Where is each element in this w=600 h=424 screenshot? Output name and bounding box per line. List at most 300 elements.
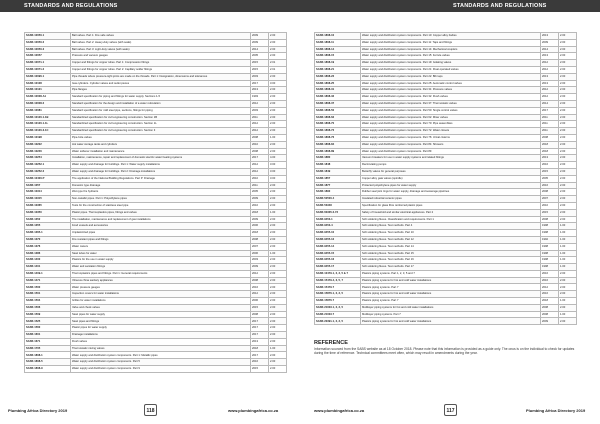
table-row <box>315 107 577 114</box>
table-row <box>315 196 577 203</box>
standard-code: SANS 1504 <box>25 298 71 305</box>
table-row <box>25 155 287 162</box>
table-row <box>25 175 287 182</box>
standard-description: Recirculating pumps <box>361 162 541 169</box>
table-row <box>25 80 287 87</box>
standard-description: Wet-type fire hydrants <box>71 189 251 196</box>
table-row <box>315 216 577 223</box>
standard-code: SANS 15876-1, 2, 3, 5 <box>315 291 361 298</box>
standard-year: 2010 <box>251 202 269 209</box>
table-row <box>25 39 287 46</box>
table-row <box>25 338 287 345</box>
standard-edition: 2.00 <box>559 277 577 284</box>
standard-edition: 2.00 <box>269 128 287 135</box>
standard-year: 2013 <box>541 80 559 87</box>
standard-year: 2005 <box>251 189 269 196</box>
standard-description: Multilayer piping systems for hot and cold water installations <box>361 304 541 311</box>
standard-description: Water supply and distribution system components. Part 31: Pressure valves <box>361 87 541 94</box>
table-row <box>315 250 577 257</box>
standard-edition: 2.00 <box>559 128 577 135</box>
table-row <box>25 202 287 209</box>
standard-code: SANS 1506 <box>25 304 71 311</box>
standard-edition: 2.00 <box>269 236 287 243</box>
standard-year: 2012 <box>251 270 269 277</box>
standard-year: 1998 <box>541 223 559 230</box>
standard-description: Vacuum breakers for use in water supply systems and related fittings <box>361 155 541 162</box>
reference-title: REFERENCE <box>314 340 348 346</box>
standard-edition: 2.00 <box>269 73 287 80</box>
standard-description: Standardized specification for civil engineering construction. Section 1B <box>71 114 251 121</box>
standard-edition: 2.00 <box>559 202 577 209</box>
standard-edition: 2.01 <box>269 60 287 67</box>
standard-edition: 2.00 <box>269 216 287 223</box>
standard-edition: 2.00 <box>559 53 577 60</box>
standard-year: 2009 <box>251 196 269 203</box>
table-row <box>315 270 577 277</box>
standard-edition: 2.00 <box>559 60 577 67</box>
table-row <box>315 73 577 80</box>
table-row <box>25 114 287 121</box>
standard-description: Plastics piping systems for hot and cold water installations <box>361 277 541 284</box>
standard-year: 2015 <box>251 66 269 73</box>
left-page-number: 118 <box>144 404 157 416</box>
standard-description: Water supply and distribution system components. Part 1: Metallic pipes <box>71 352 251 359</box>
standard-description: Copper and fittings for copper tubes. Part 1: Compression fittings <box>71 60 251 67</box>
standard-code: SANS 21003-1, 2, 3, 5 <box>315 304 361 311</box>
standard-description: Insulated industrial ceramic pipes <box>361 196 541 203</box>
standard-edition: 1.00 <box>269 134 287 141</box>
standard-year: 2012 <box>251 128 269 135</box>
left-footer-site: www.plumbingafrica.co.za <box>228 408 279 413</box>
standard-code: SANS 1880 <box>315 155 361 162</box>
standard-year: 2009 <box>541 318 559 325</box>
table-row <box>25 33 287 40</box>
standard-edition: 2.00 <box>269 107 287 114</box>
table-row <box>315 60 577 67</box>
standard-description: Water supply and distribution system components. Part 21: Float operated valves <box>361 66 541 73</box>
standard-description: Thermoplastics pipes and fittings. Part 1: General requirements <box>71 270 251 277</box>
standard-code: SANS 22391-1, 2, 3, 5 <box>315 318 361 325</box>
standard-edition: 2.00 <box>269 141 287 148</box>
standard-year: 2013 <box>251 338 269 345</box>
standard-code: SANS 10096-1 <box>25 73 71 80</box>
table-row <box>315 182 577 189</box>
standard-description: Domestic type drainage <box>71 182 251 189</box>
standard-code: SANS 1808-14 <box>315 46 361 53</box>
table-row <box>315 264 577 271</box>
standard-year: 2011 <box>541 128 559 135</box>
standard-code: SANS 10252-2 <box>25 168 71 175</box>
standard-code: SANS 9455-12 <box>315 236 361 243</box>
standard-edition: 2.00 <box>559 39 577 46</box>
standard-description: Rubber seal joint rings for water supply, drainage and sewerage pipelines <box>361 189 541 196</box>
standard-edition: 1.00 <box>559 257 577 264</box>
table-row <box>25 304 287 311</box>
standard-description: Pressure and vacuum gauges <box>71 53 251 60</box>
standard-code: SANS 15479-7 <box>315 284 361 291</box>
standard-year: 2006 <box>251 223 269 230</box>
standard-code: SANS 10479-1, 2, 3, 5 & 7 <box>315 270 361 277</box>
standard-year: 2007 <box>541 196 559 203</box>
standard-code: SANS 1057 <box>25 182 71 189</box>
standard-year: 2016 <box>251 284 269 291</box>
standard-edition: 1.00 <box>269 209 287 216</box>
standard-year: 2008 <box>541 134 559 141</box>
standard-year: 2011 <box>541 121 559 128</box>
table-row <box>315 66 577 73</box>
standard-code: SANS 10222 <box>25 141 71 148</box>
standard-code: SANS 10120-3-1C <box>25 128 71 135</box>
standard-year: 2010 <box>541 202 559 209</box>
standard-year: 2016 <box>251 359 269 366</box>
standard-edition: 1.00 <box>559 243 577 250</box>
table-row <box>315 134 577 141</box>
standard-year: 2017 <box>251 332 269 339</box>
standard-description: Vitreous china sanitary appliances <box>71 277 251 284</box>
standard-edition: 2.00 <box>269 202 287 209</box>
standard-description: Water supply and distribution system components. Part 11: Taps and fittings <box>361 39 541 46</box>
standard-edition: 1.00 <box>559 223 577 230</box>
standard-edition: 4.00 <box>269 155 287 162</box>
standard-edition: 1.00 <box>559 298 577 305</box>
table-row <box>315 318 577 325</box>
standard-year: 2003 <box>251 257 269 264</box>
standard-description: Water supply and distribution system components. Part 76: Urinal cisterns <box>361 134 541 141</box>
standard-description: Soft soldering fluxes. Test methods. Part 16 <box>361 257 541 264</box>
standard-code: SANS 1401 <box>25 264 71 271</box>
standard-edition: 2.00 <box>269 33 287 40</box>
standard-code: SANS 9455-17 <box>315 264 361 271</box>
standard-description: Steel pipes and fittings <box>71 318 251 325</box>
standard-year: 2012 <box>251 168 269 175</box>
standard-description: Water supply and distribution system components. Part 50: Single control valves <box>361 107 541 114</box>
standard-edition: 2.00 <box>269 230 287 237</box>
standard-year: 2003 <box>251 73 269 80</box>
table-row <box>25 196 287 203</box>
standard-code: SANS 1370 <box>25 236 71 243</box>
standard-code: SANS 10254 <box>25 155 71 162</box>
standard-edition: 2.00 <box>269 100 287 107</box>
table-row <box>315 304 577 311</box>
standard-description: Water supply and distribution system components. Part 10: Copper alloy bodies <box>361 33 541 40</box>
standard-edition: 2.00 <box>559 46 577 53</box>
standard-code: SANS 10314 <box>25 189 71 196</box>
table-row <box>315 39 577 46</box>
standard-description: Plastics piping systems. Part 7 <box>361 298 541 305</box>
standard-edition: 2.00 <box>559 148 577 155</box>
standard-code: SANS 10252-1 <box>25 162 71 169</box>
standard-code: SANS 9455-15 <box>315 250 361 257</box>
standard-code: SANS 1808-31 <box>315 87 361 94</box>
standard-year: 2017 <box>251 325 269 332</box>
table-row <box>25 87 287 94</box>
standard-edition: 2.00 <box>269 114 287 121</box>
standard-edition: 2.00 <box>559 94 577 101</box>
standard-code: SANS 10365 <box>25 202 71 209</box>
standard-year: 2008 <box>251 311 269 318</box>
standard-year: 2008 <box>251 277 269 284</box>
standard-code: SANS 1808-1 <box>25 352 71 359</box>
standard-year: 1998 <box>541 264 559 271</box>
standard-year: 2017 <box>251 318 269 325</box>
standard-year: 1998 <box>541 230 559 237</box>
standard-code: SANS 10108 <box>25 80 71 87</box>
standard-edition: 2.00 <box>269 39 287 46</box>
standard-description: Water meters <box>71 243 251 250</box>
standard-description: The application of the National Building Regulations. Part P: Drainage <box>71 175 251 182</box>
table-row <box>315 80 577 87</box>
standard-edition: 3.00 <box>269 162 287 169</box>
standard-description: Butterfly valves for general purposes <box>361 168 541 175</box>
standard-edition: 2.00 <box>269 223 287 230</box>
reference-text: Information sourced from the SABS website as at 18 October 2018. Please note that this information is provided as a guide only. The onus is on the individual to check for updates during the time of reference. Technical committees meet often, which may result in amendments during the year. <box>314 347 575 356</box>
standard-code: SANS 10121 <box>25 87 71 94</box>
standard-code: SANS 1857 <box>315 175 361 182</box>
standard-year: 2008 <box>251 236 269 243</box>
standard-edition: 2.00 <box>269 277 287 284</box>
table-row <box>25 223 287 230</box>
standard-edition: 1.00 <box>559 264 577 271</box>
standard-year: 2011 <box>541 114 559 121</box>
standard-edition: 1.00 <box>559 311 577 318</box>
standard-code: SANS 10008-A1 <box>25 94 71 101</box>
standard-edition: 2.00 <box>559 134 577 141</box>
table-row <box>315 87 577 94</box>
standard-code: SANS 15479-4, 3, 5, 7 <box>315 277 361 284</box>
standard-code: SANS 10120-1-1L <box>25 121 71 128</box>
standard-edition: 2.00 <box>269 359 287 366</box>
table-row <box>25 318 287 325</box>
standard-edition: 2.00 <box>269 366 287 373</box>
standard-description: Soft soldering fluxes. Test methods. Part 10 <box>361 230 541 237</box>
standard-code: SANS 10071-1 <box>25 60 71 67</box>
standard-year: 2009 <box>541 39 559 46</box>
standard-description: Water and sanitation fittings <box>71 264 251 271</box>
standard-year: 2015 <box>251 304 269 311</box>
standard-description: Water supply and distribution system components. Part 37: Thermostatic valves <box>361 100 541 107</box>
standard-year: 2013 <box>541 33 559 40</box>
table-row <box>25 66 287 73</box>
table-row <box>25 216 287 223</box>
table-row <box>315 100 577 107</box>
table-row <box>315 311 577 318</box>
standard-edition: 2.00 <box>559 216 577 223</box>
table-row <box>315 162 577 169</box>
standard-edition: 2.00 <box>559 189 577 196</box>
standard-description: Standardized specification for civil engineering construction. Section 1L <box>71 121 251 128</box>
standard-description: Soft soldering fluxes. Test methods. Part 17 <box>361 264 541 271</box>
standard-year: 2005 <box>251 53 269 60</box>
standard-code: SANS 10050-1 <box>25 33 71 40</box>
standard-edition: 3.00 <box>269 175 287 182</box>
standard-edition: 2.00 <box>559 100 577 107</box>
standard-year: 2009 <box>251 216 269 223</box>
standard-code: SANS 10050-3 <box>25 46 71 53</box>
standard-year: 2008 <box>541 311 559 318</box>
standard-description: Soft soldering fluxes. Test methods. Part 4 <box>361 223 541 230</box>
standard-description: Soft soldering fluxes. Test methods. Part 14 <box>361 243 541 250</box>
standard-edition: 2.00 <box>559 80 577 87</box>
standard-year: 2018 <box>251 209 269 216</box>
standard-code: SANS 1890 <box>315 189 361 196</box>
table-row <box>315 230 577 237</box>
standard-year: 2006 <box>251 250 269 257</box>
standard-description: Standardized specification for civil engineering construction. Section 3 <box>71 128 251 135</box>
table-row <box>25 134 287 141</box>
table-row <box>25 46 287 53</box>
standard-year: 2012 <box>251 121 269 128</box>
standard-year: 2013 <box>541 155 559 162</box>
table-row <box>25 168 287 175</box>
standard-description: Pipe flanges <box>71 87 251 94</box>
standard-year: 2013 <box>251 87 269 94</box>
standard-code: SANS 10246 <box>25 148 71 155</box>
right-footer-site: www.plumbingafrica.co.za <box>314 408 365 413</box>
standard-edition: 2.00 <box>559 318 577 325</box>
standard-description: Tests for the construction of stainless steel pipe <box>71 202 251 209</box>
standard-edition: 2.00 <box>559 114 577 121</box>
standard-code: SANS 1808-25 <box>315 80 361 87</box>
table-row <box>315 53 577 60</box>
standard-description: Water supply and distribution system components. Part 72: Water closets <box>361 128 541 135</box>
standard-code: SANS 1808-10 <box>315 33 361 40</box>
standard-year: 2015 <box>251 60 269 67</box>
standard-year: 2018 <box>251 230 269 237</box>
standard-year: 1993 <box>251 94 269 101</box>
standard-description: Steel pipes for water supply <box>71 311 251 318</box>
standard-code: SANS 1501 <box>25 291 71 298</box>
standard-code: SANS 52500-4 <box>315 196 361 203</box>
standard-code: SANS 1877 <box>315 182 361 189</box>
standard-edition: 2.00 <box>269 304 287 311</box>
table-row <box>25 209 287 216</box>
right-footer-title: Plumbing Africa Directory 2019 <box>526 408 586 413</box>
table-row <box>25 270 287 277</box>
standard-description: Thermostatic mixing valves <box>71 345 251 352</box>
standard-code: SANS 10198 <box>25 134 71 141</box>
table-row <box>25 236 287 243</box>
standard-description: Protected polyethylene pipes for water supply <box>361 182 541 189</box>
table-row <box>315 277 577 284</box>
standard-code: SANS 10315 <box>25 196 71 203</box>
table-row <box>25 352 287 359</box>
standard-year: 2012 <box>251 291 269 298</box>
standard-edition: 2.00 <box>559 270 577 277</box>
standard-year: 2008 <box>541 304 559 311</box>
table-row <box>315 257 577 264</box>
standard-code: SANS 1409-1 <box>25 270 71 277</box>
standard-description: Food vessels and accessories <box>71 223 251 230</box>
table-row <box>25 73 287 80</box>
standard-year: 2012 <box>251 100 269 107</box>
standard-code: SANS 9455-10 <box>315 230 361 237</box>
standard-description: Water supply and distribution system components. Part 19: Isolating valves <box>361 60 541 67</box>
standard-edition: 2.00 <box>269 87 287 94</box>
standard-description: Plastics piping systems for hot and cold water installations <box>361 318 541 325</box>
standard-description: Multilayer piping systems. Part 7 <box>361 311 541 318</box>
standard-edition: 2.00 <box>559 304 577 311</box>
standard-code: SANS 1808-84 <box>315 141 361 148</box>
standard-code: SANS 1808-76 <box>315 134 361 141</box>
standard-year: 2015 <box>541 209 559 216</box>
standard-description: Water pressure gauges <box>71 284 251 291</box>
standard-year: 2017 <box>251 352 269 359</box>
standard-edition: 2.01 <box>269 66 287 73</box>
standard-description: Safety of household and similar electrical appliances. Part 2 <box>361 209 541 216</box>
standard-year: 2011 <box>251 182 269 189</box>
left-page-header: STANDARDS AND REGULATIONS <box>0 0 300 12</box>
standard-description: Water supply and distribution system components. Part 62: Mixer valves <box>361 114 541 121</box>
standard-year: 2012 <box>541 66 559 73</box>
standard-code: SANS 15876-7 <box>315 298 361 305</box>
standard-edition: 2.00 <box>269 196 287 203</box>
standard-edition: 2.00 <box>269 325 287 332</box>
standard-code: SANS 10071-2 <box>25 66 71 73</box>
standard-code: SANS 1808-15 <box>315 53 361 60</box>
table-row <box>25 250 287 257</box>
standard-description: Valve and check valves <box>71 304 251 311</box>
table-row <box>315 236 577 243</box>
standard-code: SANS 1808-32 <box>315 94 361 101</box>
standard-description: Flush valves <box>71 338 251 345</box>
standard-edition: 2.00 <box>269 94 287 101</box>
table-row <box>315 284 577 291</box>
standard-description: Standard specification for mild steel pipe, sections, fittings for piping <box>71 107 251 114</box>
table-row <box>315 202 577 209</box>
table-row <box>25 182 287 189</box>
standard-edition: 2.00 <box>559 121 577 128</box>
standard-year: 2012 <box>541 284 559 291</box>
standard-edition: 2.00 <box>559 168 577 175</box>
table-row <box>25 264 287 271</box>
standard-edition: 2.00 <box>269 298 287 305</box>
table-row <box>315 298 577 305</box>
standard-description: Inspection covers for water installations <box>71 291 251 298</box>
standard-edition: 2.00 <box>559 291 577 298</box>
table-row <box>25 121 287 128</box>
standard-edition: 2.00 <box>559 162 577 169</box>
standard-year: 2009 <box>251 39 269 46</box>
standard-edition: 2.00 <box>269 270 287 277</box>
standard-code: SANS 1808-5 <box>25 359 71 366</box>
standard-edition: 2.00 <box>269 332 287 339</box>
table-row <box>315 33 577 40</box>
table-row <box>25 291 287 298</box>
table-row <box>315 94 577 101</box>
standard-code: SANS 1560 <box>25 325 71 332</box>
table-row <box>315 128 577 135</box>
standard-code: SANS 10350 <box>25 209 71 216</box>
standard-year: 2010 <box>251 175 269 182</box>
standard-year: 2012 <box>251 162 269 169</box>
standard-description: Specification for glass fibre reinforced plastic pipes <box>361 202 541 209</box>
table-row <box>25 162 287 169</box>
table-row <box>25 325 287 332</box>
standard-edition: 2.00 <box>559 33 577 40</box>
standard-description: Water softener installation and maintenance <box>71 148 251 155</box>
table-row <box>315 175 577 182</box>
standard-description: Water supply and distribution system components. Part 9 <box>71 366 251 373</box>
left-standards-table <box>24 32 287 373</box>
standard-code: SANS 1808-70 <box>315 121 361 128</box>
table-row <box>25 284 287 291</box>
standard-description: Ball valves. Part 2: Heavy-duty valves (with seals) <box>71 39 251 46</box>
standard-description: Water supply and drainage for buildings. Part 1: Water supply installations <box>71 162 251 169</box>
standard-year: 2016 <box>541 291 559 298</box>
standard-code: SANS 60335-2-73 <box>315 209 361 216</box>
standard-year: 2013 <box>541 53 559 60</box>
table-row <box>25 243 287 250</box>
